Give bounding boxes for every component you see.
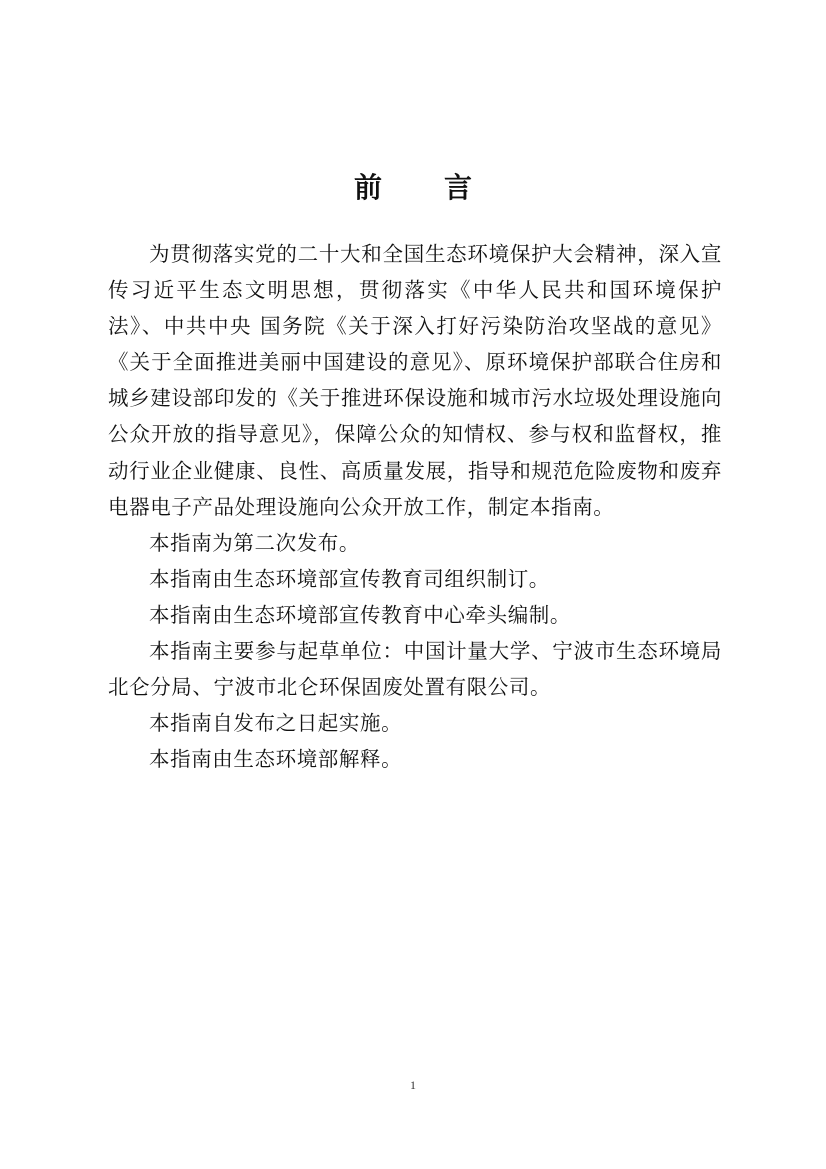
title-char-1: 前 [353,171,382,204]
paragraph-drafting-units: 本指南主要参与起草单位：中国计量大学、宁波市生态环境局北仑分局、宁波市北仑环保固废处置有限公司。 [108,639,722,700]
paragraph-compiler: 本指南由生态环境部宣传教育中心牵头编制。 [149,602,571,627]
paragraph-purpose: 为贯彻落实党的二十大和全国生态环境保护大会精神，深入宣传习近平生态文明思想，贯彻落实《中华人民共和国环境保护法》、中共中央 国务院《关于深入打好污染防治攻坚战的意见》《关于全面推进美丽中国建设的意见》、原环境保护部联合住房和城乡建设部印发的《关于推进环保设施和城市污水垃圾处理设施向公众开放的指导意见》，保障公众的知情权、参与权和监督权，推动行业企业健康、良性、高质量发展，指导和规范危险废物和废弃电器电子产品处理设施向公众开放工作，制定本指南。 [108,242,722,519]
preface-body [108,236,722,777]
paragraph-organizer: 本指南由生态环境部宣传教育司组织制订。 [149,566,550,591]
page-title [0,168,826,208]
paragraph-interpretation: 本指南由生态环境部解释。 [149,747,403,772]
title-char-2: 言 [444,171,473,204]
paragraph-release: 本指南为第二次发布。 [149,530,360,555]
paragraph-effective-date: 本指南自发布之日起实施。 [149,711,403,736]
page-number: 1 [410,1078,416,1092]
